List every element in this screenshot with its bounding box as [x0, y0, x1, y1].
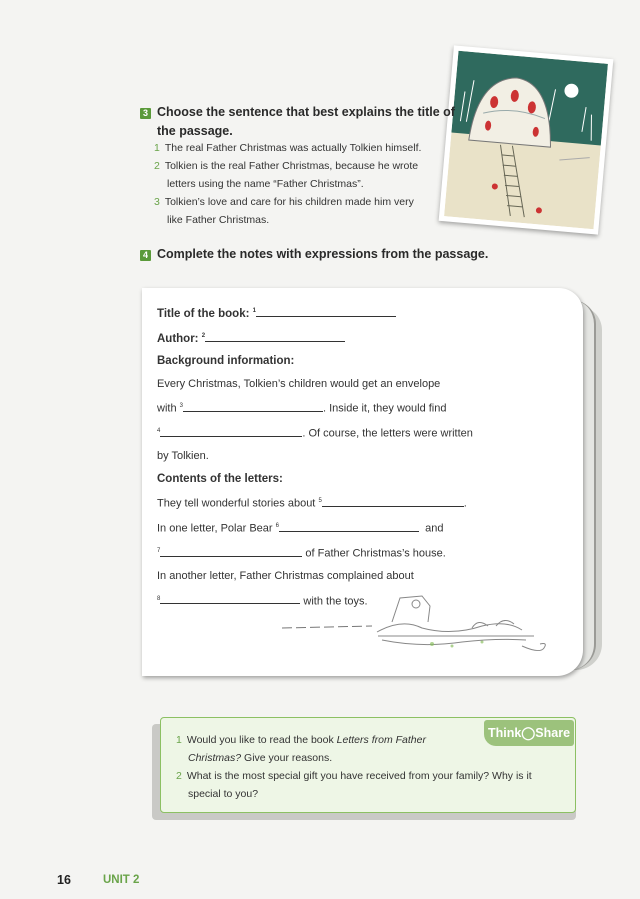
option-text: Tolkien is the real Father Christmas, because he wrote [164, 160, 419, 172]
blank-number: 3 [179, 403, 183, 410]
notes-author-row [157, 325, 577, 350]
background-line-4: by Tolkien. [157, 450, 209, 463]
think-item-2 [176, 767, 572, 803]
contents-line-1: They tell wonderful stories about $^5$ . [157, 490, 577, 515]
page-number: 16 [57, 873, 71, 887]
notes-content [157, 300, 577, 613]
q3-number-badge: 3 [140, 108, 151, 119]
badge-think: Think [487, 726, 522, 740]
q3-option-1[interactable] [154, 139, 454, 157]
blank-number: 1 [252, 308, 256, 314]
blank-number: 5 [318, 498, 322, 505]
blank-1[interactable] [256, 305, 396, 317]
contents-line-4: In another letter, Father Christmas complained about [157, 570, 414, 583]
background-line-3 [157, 420, 577, 445]
q3-option-3[interactable] [154, 193, 454, 229]
illustration-christmas-house [439, 45, 614, 234]
blank-2[interactable] [205, 330, 345, 342]
option-number: 3 [154, 196, 160, 208]
notes-title-row [157, 300, 577, 325]
title-label: Title of the book: [157, 307, 250, 320]
author-label: Author: [157, 333, 199, 346]
contents-line-3 [157, 540, 577, 565]
text: In one letter, Polar Bear [157, 522, 273, 535]
text: What is the most special gift you have received from your family? Why is it [186, 770, 532, 782]
q3-question-line1: Choose the sentence that best explains the title of [157, 105, 455, 119]
text: Give your reasons. [241, 752, 333, 764]
book-title-cont: Christmas? [188, 752, 242, 764]
lightbulb-icon: ◯ [521, 726, 536, 740]
text: with the toys. [303, 595, 368, 608]
blank-number: 8 [157, 595, 161, 602]
text: with [157, 402, 177, 415]
blank-7[interactable] [160, 545, 302, 557]
option-number: 2 [154, 160, 160, 172]
text-cont: special to you? [188, 788, 259, 800]
blank-number: 7 [157, 548, 161, 555]
q4-question: Complete the notes with expressions from the passage. [157, 247, 489, 261]
contents-label: Contents of the letters: [157, 472, 283, 485]
background-line-2 [157, 395, 577, 420]
blank-5[interactable] [322, 495, 464, 507]
blank-number: 2 [201, 333, 206, 340]
blank-number: 6 [275, 523, 279, 530]
unit-label: UNIT 2 [103, 874, 140, 886]
text: of Father Christmas’s house. [305, 548, 446, 560]
blank-4[interactable] [160, 425, 302, 437]
option-text-cont: letters using the name “Father Christmas”. [167, 178, 364, 190]
q3-options [154, 139, 454, 229]
option-text: Tolkien’s love and care for his children made him very [164, 196, 414, 208]
think-share-items [176, 731, 572, 803]
sleigh-sketch [282, 592, 552, 662]
q3-question-line2: the passage. [157, 124, 233, 138]
text: and [425, 522, 444, 535]
option-text-cont: like Father Christmas. [167, 214, 270, 226]
text: . Inside it, they would find [322, 402, 447, 415]
option-text: The real Father Christmas was actually Tolkien himself. [164, 142, 422, 154]
text: They tell wonderful stories about [157, 497, 316, 510]
book-title: Letters from Father [336, 734, 426, 746]
think-item-1 [176, 731, 572, 767]
badge-share: Share [535, 726, 571, 740]
item-number: 2 [176, 770, 182, 782]
background-line-1: Every Christmas, Tolkien’s children would get an envelope [157, 377, 441, 390]
blank-number: 4 [157, 428, 161, 435]
text: . Of course, the letters were written [302, 428, 473, 440]
text: Would you like to read the book [186, 734, 337, 746]
background-label: Background information: [157, 355, 295, 368]
contents-line-2 [157, 515, 577, 540]
q3-question [157, 103, 455, 141]
q3-option-2[interactable] [154, 157, 454, 193]
q4-number-badge: 4 [140, 250, 151, 261]
item-number: 1 [176, 734, 182, 746]
blank-6[interactable] [279, 520, 419, 532]
blank-8[interactable] [160, 592, 300, 604]
blank-3[interactable] [183, 400, 323, 412]
option-number: 1 [154, 142, 160, 154]
